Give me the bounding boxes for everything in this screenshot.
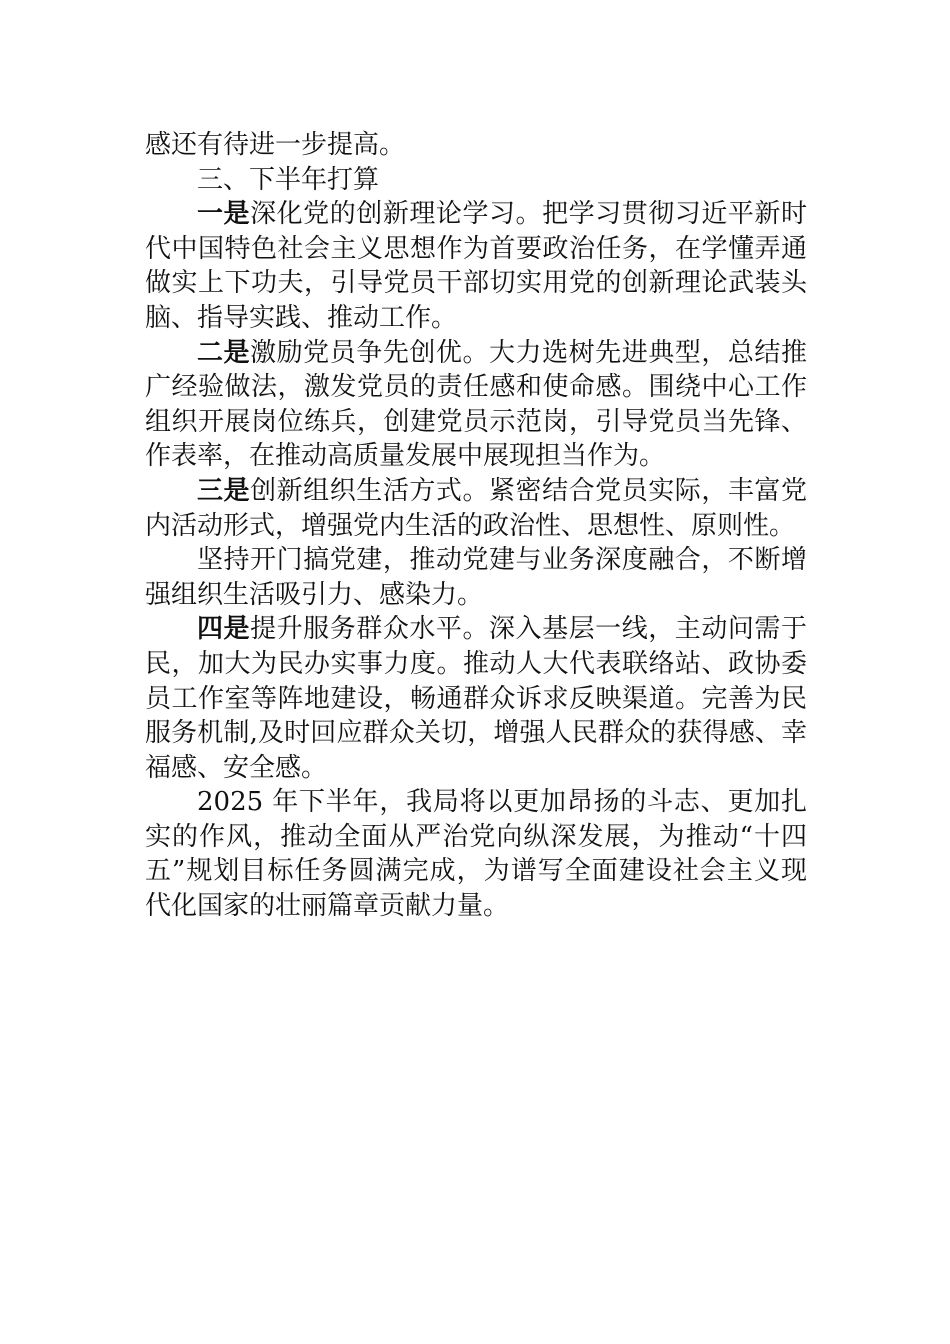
plan-item-4-text: 提升服务群众水平。深入基层一线，主动问需于民，加大为民办实事力度。推动人大代表联络站、政协委员工作室等阵地建设，畅通群众诉求反映渠道。完善为民服务机制,及时回应群众关切，增强人民群众的获得感、幸福感、安全感。 (145, 614, 807, 783)
continuation-paragraph: 感还有待进一步提高。 (145, 130, 406, 160)
plan-item-2-lead: 二是 (197, 337, 251, 368)
plan-item-3-text: 创新组织生活方式。紧密结合党员实际，丰富党内活动形式，增强党内生活的政治性、思想性、原则性。 (145, 475, 807, 541)
closing-paragraph: 2025 年下半年，我局将以更加昂扬的斗志、更加扎实的作风，推动全面从严治党向纵深发展，为推动“十四五”规划目标任务圆满完成，为谱写全面建设社会主义现代化国家的壮丽篇章贡献力量。 (145, 787, 807, 922)
plan-item-1-text: 深化党的创新理论学习。把学习贯彻习近平新时代中国特色社会主义思想作为首要政治任务，在学懂弄通做实上下功夫，引导党员干部切实用党的创新理论武装头脑、指导实践、推动工作。 (145, 199, 807, 333)
plan-item-4-lead: 四是 (197, 614, 251, 645)
plan-item-3 (145, 474, 807, 543)
plan-item-2 (145, 336, 807, 474)
plan-item-2-text: 激励党员争先创优。大力选树先进典型，总结推广经验做法，激发党员的责任感和使命感。围绕中心工作组织开展岗位练兵，创建党员示范岗，引导党员当先锋、作表率，在推动高质量发展中展现担当作为。 (145, 337, 807, 472)
plan-item-3-continuation: 坚持开门搞党建，推动党建与业务深度融合，不断增强组织生活吸引力、感染力。 (145, 545, 807, 610)
plan-item-1-lead: 一是 (197, 199, 251, 230)
document-body (145, 128, 807, 924)
plan-item-3-lead: 三是 (197, 475, 251, 506)
plan-item-1 (145, 197, 807, 335)
plan-item-4 (145, 612, 807, 785)
section-heading: 三、下半年打算 (197, 164, 380, 195)
